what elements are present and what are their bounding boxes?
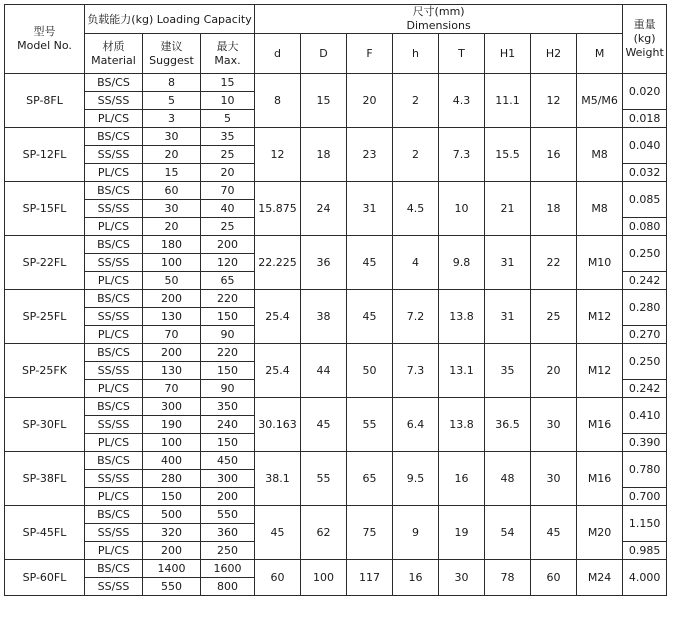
weight-cell: 0.085 bbox=[623, 182, 667, 218]
weight-cell: 0.250 bbox=[623, 236, 667, 272]
dim-header-D: D bbox=[301, 34, 347, 74]
dim-cell-M: M12 bbox=[577, 344, 623, 398]
material-cell: PL/CS bbox=[85, 434, 143, 452]
model-cell: SP-30FL bbox=[5, 398, 85, 452]
table-row bbox=[5, 182, 667, 200]
dim-cell-M: M10 bbox=[577, 236, 623, 290]
dim-cell-H2: 30 bbox=[531, 452, 577, 506]
suggest-load-cell: 200 bbox=[143, 542, 201, 560]
weight-cell: 0.020 bbox=[623, 74, 667, 110]
dim-cell-D: 62 bbox=[301, 506, 347, 560]
dim-cell-D: 100 bbox=[301, 560, 347, 596]
dim-cell-T: 13.8 bbox=[439, 290, 485, 344]
material-header-en: Material bbox=[91, 53, 136, 67]
material-cell: PL/CS bbox=[85, 218, 143, 236]
dim-cell-h: 7.3 bbox=[393, 344, 439, 398]
suggest-load-cell: 500 bbox=[143, 506, 201, 524]
max-header-en: Max. bbox=[214, 53, 241, 67]
dim-cell-H1: 11.1 bbox=[485, 74, 531, 128]
material-cell: SS/SS bbox=[85, 254, 143, 272]
dim-cell-D: 18 bbox=[301, 128, 347, 182]
table-row bbox=[5, 236, 667, 254]
dim-cell-F: 20 bbox=[347, 74, 393, 128]
suggest-load-cell: 20 bbox=[143, 146, 201, 164]
weight-cell: 0.018 bbox=[623, 110, 667, 128]
dim-header-H2: H2 bbox=[531, 34, 577, 74]
material-cell: BS/CS bbox=[85, 236, 143, 254]
max-load-cell: 35 bbox=[201, 128, 255, 146]
weight-cell: 0.780 bbox=[623, 452, 667, 488]
max-load-cell: 120 bbox=[201, 254, 255, 272]
dimensions-header bbox=[255, 5, 623, 34]
model-cell: SP-60FL bbox=[5, 560, 85, 596]
weight-cell: 0.280 bbox=[623, 290, 667, 326]
dim-cell-F: 23 bbox=[347, 128, 393, 182]
dim-cell-h: 16 bbox=[393, 560, 439, 596]
dim-cell-M: M16 bbox=[577, 398, 623, 452]
max-load-cell: 25 bbox=[201, 146, 255, 164]
dim-cell-M: M20 bbox=[577, 506, 623, 560]
max-load-cell: 200 bbox=[201, 488, 255, 506]
dim-cell-H2: 60 bbox=[531, 560, 577, 596]
table-row bbox=[5, 344, 667, 362]
model-cell: SP-25FK bbox=[5, 344, 85, 398]
max-load-cell: 70 bbox=[201, 182, 255, 200]
dim-cell-F: 117 bbox=[347, 560, 393, 596]
material-cell: SS/SS bbox=[85, 308, 143, 326]
dim-cell-F: 75 bbox=[347, 506, 393, 560]
weight-cell: 0.032 bbox=[623, 164, 667, 182]
suggest-header-cn: 建议 bbox=[160, 39, 183, 53]
weight-cell: 0.250 bbox=[623, 344, 667, 380]
table-row bbox=[5, 452, 667, 470]
suggest-load-cell: 20 bbox=[143, 218, 201, 236]
dim-cell-M: M5/M6 bbox=[577, 74, 623, 128]
dim-header-h: h bbox=[393, 34, 439, 74]
dim-cell-H1: 31 bbox=[485, 236, 531, 290]
weight-cell: 1.150 bbox=[623, 506, 667, 542]
dim-cell-h: 6.4 bbox=[393, 398, 439, 452]
weight-cell: 0.270 bbox=[623, 326, 667, 344]
material-cell: BS/CS bbox=[85, 344, 143, 362]
weight-cell: 0.040 bbox=[623, 128, 667, 164]
suggest-load-cell: 300 bbox=[143, 398, 201, 416]
loading-capacity-header: 负载能力(kg) Loading Capacity bbox=[85, 5, 255, 34]
max-load-cell: 300 bbox=[201, 470, 255, 488]
dim-cell-T: 13.1 bbox=[439, 344, 485, 398]
material-cell: PL/CS bbox=[85, 326, 143, 344]
max-load-cell: 65 bbox=[201, 272, 255, 290]
material-cell: SS/SS bbox=[85, 200, 143, 218]
dim-cell-d: 38.1 bbox=[255, 452, 301, 506]
suggest-load-cell: 150 bbox=[143, 488, 201, 506]
max-load-cell: 1600 bbox=[201, 560, 255, 578]
material-header-cn: 材质 bbox=[102, 39, 125, 53]
max-load-cell: 5 bbox=[201, 110, 255, 128]
max-load-cell: 800 bbox=[201, 578, 255, 596]
suggest-header bbox=[143, 34, 201, 74]
weight-cell: 0.080 bbox=[623, 218, 667, 236]
suggest-load-cell: 400 bbox=[143, 452, 201, 470]
suggest-load-cell: 130 bbox=[143, 362, 201, 380]
dim-cell-D: 55 bbox=[301, 452, 347, 506]
model-cell: SP-12FL bbox=[5, 128, 85, 182]
dim-cell-H1: 31 bbox=[485, 290, 531, 344]
max-load-cell: 150 bbox=[201, 362, 255, 380]
table-row bbox=[5, 560, 667, 578]
material-cell: SS/SS bbox=[85, 578, 143, 596]
suggest-load-cell: 100 bbox=[143, 434, 201, 452]
suggest-load-cell: 70 bbox=[143, 326, 201, 344]
dim-cell-d: 25.4 bbox=[255, 290, 301, 344]
dim-cell-h: 9 bbox=[393, 506, 439, 560]
suggest-load-cell: 30 bbox=[143, 128, 201, 146]
dim-cell-h: 2 bbox=[393, 128, 439, 182]
max-load-cell: 360 bbox=[201, 524, 255, 542]
dim-cell-H2: 30 bbox=[531, 398, 577, 452]
max-header bbox=[201, 34, 255, 74]
max-load-cell: 350 bbox=[201, 398, 255, 416]
dim-cell-H1: 21 bbox=[485, 182, 531, 236]
dim-cell-d: 45 bbox=[255, 506, 301, 560]
max-load-cell: 250 bbox=[201, 542, 255, 560]
dim-cell-d: 30.163 bbox=[255, 398, 301, 452]
suggest-load-cell: 15 bbox=[143, 164, 201, 182]
dim-cell-d: 60 bbox=[255, 560, 301, 596]
max-load-cell: 40 bbox=[201, 200, 255, 218]
max-load-cell: 150 bbox=[201, 308, 255, 326]
dim-cell-h: 9.5 bbox=[393, 452, 439, 506]
material-cell: SS/SS bbox=[85, 470, 143, 488]
dim-cell-H1: 35 bbox=[485, 344, 531, 398]
suggest-load-cell: 70 bbox=[143, 380, 201, 398]
max-load-cell: 220 bbox=[201, 344, 255, 362]
max-load-cell: 15 bbox=[201, 74, 255, 92]
weight-cell: 4.000 bbox=[623, 560, 667, 596]
suggest-load-cell: 5 bbox=[143, 92, 201, 110]
weight-header-en: Weight bbox=[625, 46, 664, 59]
dim-cell-D: 24 bbox=[301, 182, 347, 236]
spec-body bbox=[5, 74, 667, 596]
model-cell: SP-25FL bbox=[5, 290, 85, 344]
material-cell: BS/CS bbox=[85, 398, 143, 416]
max-load-cell: 550 bbox=[201, 506, 255, 524]
dim-cell-H1: 54 bbox=[485, 506, 531, 560]
suggest-load-cell: 280 bbox=[143, 470, 201, 488]
dim-cell-T: 13.8 bbox=[439, 398, 485, 452]
suggest-header-en: Suggest bbox=[149, 53, 194, 67]
dim-cell-H2: 18 bbox=[531, 182, 577, 236]
model-cell: SP-45FL bbox=[5, 506, 85, 560]
material-cell: BS/CS bbox=[85, 452, 143, 470]
table-row bbox=[5, 128, 667, 146]
weight-cell: 0.242 bbox=[623, 380, 667, 398]
dim-cell-d: 25.4 bbox=[255, 344, 301, 398]
dim-cell-H1: 15.5 bbox=[485, 128, 531, 182]
dimensions-header-cn: 尺寸(mm) bbox=[412, 5, 465, 18]
dim-cell-T: 19 bbox=[439, 506, 485, 560]
suggest-load-cell: 50 bbox=[143, 272, 201, 290]
material-cell: BS/CS bbox=[85, 74, 143, 92]
suggest-load-cell: 190 bbox=[143, 416, 201, 434]
suggest-load-cell: 30 bbox=[143, 200, 201, 218]
material-cell: SS/SS bbox=[85, 146, 143, 164]
model-header-cn: 型号 bbox=[33, 25, 56, 38]
material-cell: PL/CS bbox=[85, 542, 143, 560]
weight-cell: 0.390 bbox=[623, 434, 667, 452]
dim-cell-D: 36 bbox=[301, 236, 347, 290]
dim-cell-T: 4.3 bbox=[439, 74, 485, 128]
dim-cell-F: 31 bbox=[347, 182, 393, 236]
suggest-load-cell: 200 bbox=[143, 344, 201, 362]
max-load-cell: 25 bbox=[201, 218, 255, 236]
material-cell: BS/CS bbox=[85, 182, 143, 200]
weight-cell: 0.700 bbox=[623, 488, 667, 506]
dim-cell-h: 4 bbox=[393, 236, 439, 290]
max-load-cell: 10 bbox=[201, 92, 255, 110]
dim-header-H1: H1 bbox=[485, 34, 531, 74]
dim-cell-d: 12 bbox=[255, 128, 301, 182]
dim-cell-M: M12 bbox=[577, 290, 623, 344]
dim-cell-H1: 78 bbox=[485, 560, 531, 596]
max-load-cell: 20 bbox=[201, 164, 255, 182]
dim-cell-M: M24 bbox=[577, 560, 623, 596]
weight-cell: 0.985 bbox=[623, 542, 667, 560]
dim-cell-F: 45 bbox=[347, 290, 393, 344]
dim-cell-h: 7.2 bbox=[393, 290, 439, 344]
table-row bbox=[5, 74, 667, 92]
dim-cell-H2: 22 bbox=[531, 236, 577, 290]
dim-cell-H2: 20 bbox=[531, 344, 577, 398]
suggest-load-cell: 550 bbox=[143, 578, 201, 596]
suggest-load-cell: 1400 bbox=[143, 560, 201, 578]
table-row bbox=[5, 506, 667, 524]
dim-cell-F: 65 bbox=[347, 452, 393, 506]
table-row bbox=[5, 290, 667, 308]
material-cell: BS/CS bbox=[85, 560, 143, 578]
dim-cell-T: 10 bbox=[439, 182, 485, 236]
max-load-cell: 220 bbox=[201, 290, 255, 308]
suggest-load-cell: 60 bbox=[143, 182, 201, 200]
weight-header bbox=[623, 5, 667, 74]
dim-cell-d: 22.225 bbox=[255, 236, 301, 290]
material-cell: PL/CS bbox=[85, 272, 143, 290]
dim-cell-T: 16 bbox=[439, 452, 485, 506]
material-cell: BS/CS bbox=[85, 128, 143, 146]
dim-cell-F: 55 bbox=[347, 398, 393, 452]
material-cell: PL/CS bbox=[85, 164, 143, 182]
suggest-load-cell: 320 bbox=[143, 524, 201, 542]
model-cell: SP-8FL bbox=[5, 74, 85, 128]
dimensions-header-en: Dimensions bbox=[406, 19, 471, 32]
weight-cell: 0.410 bbox=[623, 398, 667, 434]
material-cell: SS/SS bbox=[85, 92, 143, 110]
dim-cell-d: 8 bbox=[255, 74, 301, 128]
weight-header-cn: 重量(kg) bbox=[633, 18, 656, 45]
dim-cell-T: 7.3 bbox=[439, 128, 485, 182]
model-cell: SP-15FL bbox=[5, 182, 85, 236]
max-load-cell: 240 bbox=[201, 416, 255, 434]
dim-header-T: T bbox=[439, 34, 485, 74]
model-header-en: Model No. bbox=[17, 39, 72, 52]
dim-cell-H2: 16 bbox=[531, 128, 577, 182]
material-cell: SS/SS bbox=[85, 524, 143, 542]
dim-cell-M: M16 bbox=[577, 452, 623, 506]
material-cell: PL/CS bbox=[85, 380, 143, 398]
max-header-cn: 最大 bbox=[216, 39, 239, 53]
table-row bbox=[5, 398, 667, 416]
material-cell: PL/CS bbox=[85, 110, 143, 128]
dim-cell-H2: 25 bbox=[531, 290, 577, 344]
material-cell: SS/SS bbox=[85, 362, 143, 380]
dim-cell-H1: 48 bbox=[485, 452, 531, 506]
dim-header-d: d bbox=[255, 34, 301, 74]
dim-cell-H2: 12 bbox=[531, 74, 577, 128]
dim-cell-T: 30 bbox=[439, 560, 485, 596]
max-load-cell: 450 bbox=[201, 452, 255, 470]
suggest-load-cell: 180 bbox=[143, 236, 201, 254]
material-cell: PL/CS bbox=[85, 488, 143, 506]
suggest-load-cell: 8 bbox=[143, 74, 201, 92]
material-cell: BS/CS bbox=[85, 506, 143, 524]
suggest-load-cell: 130 bbox=[143, 308, 201, 326]
suggest-load-cell: 100 bbox=[143, 254, 201, 272]
spec-table bbox=[4, 4, 667, 596]
dim-cell-h: 4.5 bbox=[393, 182, 439, 236]
max-load-cell: 200 bbox=[201, 236, 255, 254]
max-load-cell: 90 bbox=[201, 380, 255, 398]
model-cell: SP-38FL bbox=[5, 452, 85, 506]
dim-cell-M: M8 bbox=[577, 182, 623, 236]
dim-cell-T: 9.8 bbox=[439, 236, 485, 290]
dim-header-M: M bbox=[577, 34, 623, 74]
dim-cell-D: 38 bbox=[301, 290, 347, 344]
model-header bbox=[5, 5, 85, 74]
dim-cell-F: 45 bbox=[347, 236, 393, 290]
material-cell: BS/CS bbox=[85, 290, 143, 308]
dim-cell-D: 15 bbox=[301, 74, 347, 128]
material-header bbox=[85, 34, 143, 74]
suggest-load-cell: 3 bbox=[143, 110, 201, 128]
material-cell: SS/SS bbox=[85, 416, 143, 434]
weight-cell: 0.242 bbox=[623, 272, 667, 290]
dim-header-F: F bbox=[347, 34, 393, 74]
dim-cell-D: 45 bbox=[301, 398, 347, 452]
dim-cell-H1: 36.5 bbox=[485, 398, 531, 452]
suggest-load-cell: 200 bbox=[143, 290, 201, 308]
dim-cell-d: 15.875 bbox=[255, 182, 301, 236]
max-load-cell: 90 bbox=[201, 326, 255, 344]
dim-cell-M: M8 bbox=[577, 128, 623, 182]
dim-cell-F: 50 bbox=[347, 344, 393, 398]
dim-cell-H2: 45 bbox=[531, 506, 577, 560]
dim-cell-h: 2 bbox=[393, 74, 439, 128]
model-cell: SP-22FL bbox=[5, 236, 85, 290]
max-load-cell: 150 bbox=[201, 434, 255, 452]
dim-cell-D: 44 bbox=[301, 344, 347, 398]
